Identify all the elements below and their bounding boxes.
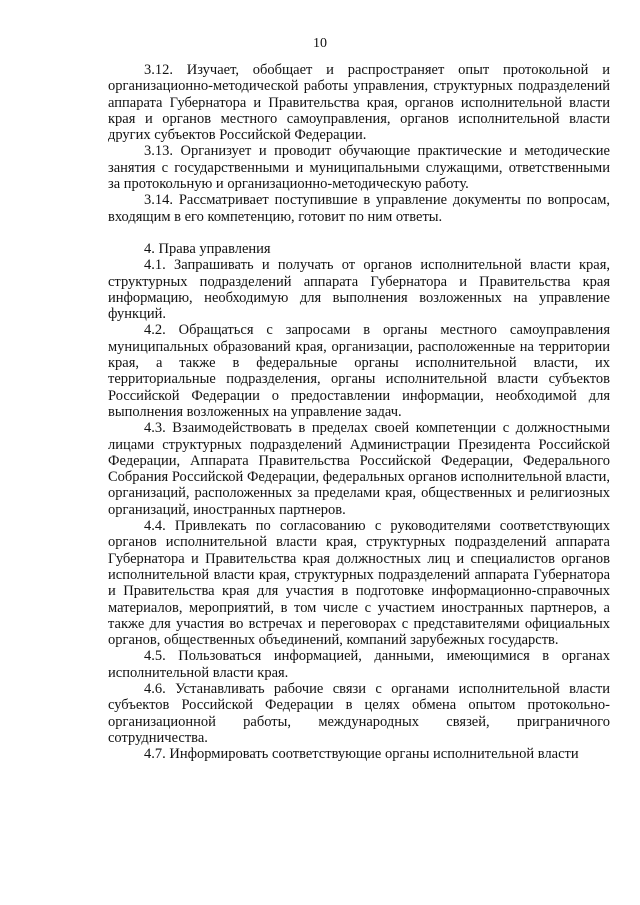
paragraph-4-3: 4.3. Взаимодействовать в пределах своей компетенции с должностными лицами структурных подразделений Администрации Президента Российской Федерации, Аппарата Правительства Российской Федерации, Федерального Собрания Российской Федерации, федеральных органов исполнительной власти, организаций, расположенных за пределами края, общественных и религиозных организаций, иностранных партнеров. (108, 420, 610, 518)
document-body (108, 62, 610, 762)
paragraph-4-2: 4.2. Обращаться с запросами в органы местного самоуправления муниципальных образований края, организации, расположенные на территории края, а также в федеральные органы исполнительной власти, их территориальные подразделения, органы исполнительной власти субъектов Российской Федерации о предоставлении информации, необходимой для выполнения возложенных на управление задач. (108, 322, 610, 420)
paragraph-4-4: 4.4. Привлекать по согласованию с руководителями соответствующих органов исполнительной власти края, структурных подразделений аппарата Губернатора и Правительства края должностных лиц и специалистов органов исполнительной власти края, структурных подразделений аппарата Губернатора и Правительства края для участия в подготовке информационно-справочных материалов, мероприятий, в том числе с участием иностранных партнеров, а также для участия во встречах и переговорах с представителями официальных органов, общественных объединений, компаний зарубежных государств. (108, 518, 610, 649)
paragraph-3-13: 3.13. Организует и проводит обучающие практические и методические занятия с государственными и муниципальными служащими, ответственными за протокольную и организационно-методическую работу. (108, 143, 610, 193)
section-heading: 4. Права управления (144, 240, 271, 257)
paragraph-3-12: 3.12. Изучает, обобщает и распространяет опыт протокольной и организационно-методической работы управления, структурных подразделений аппарата Губернатора и Правительства края, органов исполнительной власти края и органов местного самоуправления, органов исполнительной власти других субъектов Российской Федерации. (108, 62, 610, 144)
paragraph-4-6: 4.6. Устанавливать рабочие связи с органами исполнительной власти субъектов Российской Федерации в целях обмена опытом протокольно-организационной работы, международных связей, приграничного сотрудничества. (108, 680, 610, 746)
paragraph-4-1: 4.1. Запрашивать и получать от органов исполнительной власти края, структурных подразделений аппарата Губернатора и Правительства края информацию, необходимую для выполнения возложенных на управление функций. (108, 257, 610, 323)
page-number: 10 (313, 36, 327, 51)
paragraph-4-7: 4.7. Информировать соответствующие органы исполнительной власти (144, 746, 579, 763)
paragraph-4-5: 4.5. Пользоваться информацией, данными, имеющимися в органах исполнительной власти края. (108, 648, 610, 681)
paragraph-3-14: 3.14. Рассматривает поступившие в управление документы по вопросам, входящим в его компетенцию, готовит по ним ответы. (108, 192, 610, 225)
